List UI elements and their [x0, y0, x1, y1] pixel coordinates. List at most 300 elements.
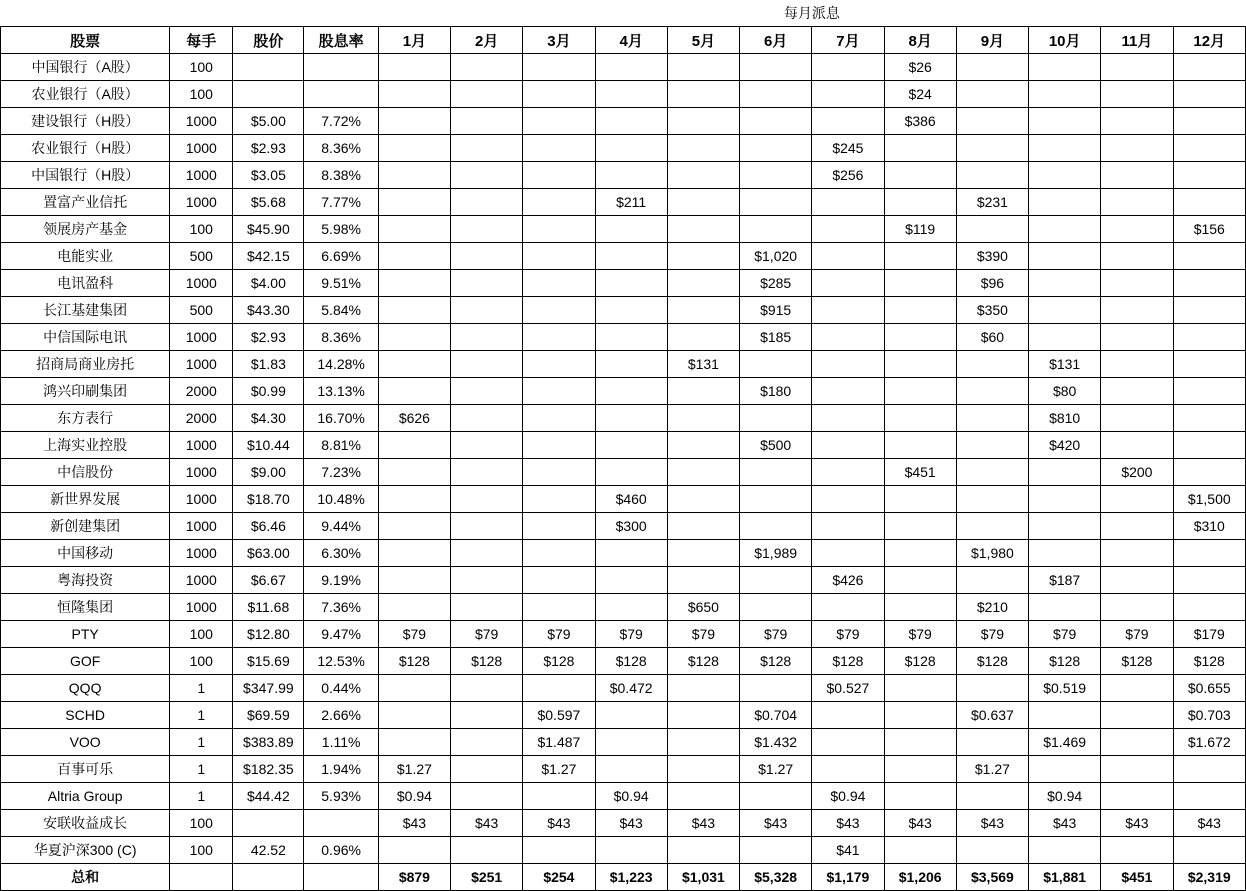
cell-month-9	[956, 432, 1028, 459]
cell-month-5	[667, 54, 739, 81]
cell-month-10	[1029, 837, 1101, 864]
total-month-11: $451	[1101, 864, 1173, 891]
cell-month-7	[812, 297, 884, 324]
cell-month-6	[740, 594, 812, 621]
cell-month-9	[956, 108, 1028, 135]
cell-month-7	[812, 486, 884, 513]
cell-stock-name: 新世界发展	[1, 486, 170, 513]
table-row	[1, 837, 1246, 864]
cell-month-5	[667, 567, 739, 594]
header-month-4: 4月	[595, 27, 667, 54]
cell-month-9	[956, 783, 1028, 810]
table-row	[1, 378, 1246, 405]
cell-lot-size: 500	[170, 243, 233, 270]
cell-month-11: $128	[1101, 648, 1173, 675]
cell-yield: 5.98%	[304, 216, 378, 243]
cell-month-6: $79	[740, 621, 812, 648]
cell-month-6	[740, 54, 812, 81]
cell-stock-name: 招商局商业房托	[1, 351, 170, 378]
total-month-4: $1,223	[595, 864, 667, 891]
cell-month-1	[378, 108, 450, 135]
cell-month-5	[667, 270, 739, 297]
cell-month-8	[884, 675, 956, 702]
cell-month-1	[378, 81, 450, 108]
cell-month-5	[667, 189, 739, 216]
cell-month-10	[1029, 702, 1101, 729]
cell-month-2: $128	[451, 648, 523, 675]
total-month-8: $1,206	[884, 864, 956, 891]
cell-month-1: $0.94	[378, 783, 450, 810]
cell-price	[233, 54, 304, 81]
cell-month-4	[595, 297, 667, 324]
cell-month-6: $1.432	[740, 729, 812, 756]
cell-month-9: $1,980	[956, 540, 1028, 567]
header-yield: 股息率	[304, 27, 378, 54]
cell-month-2	[451, 729, 523, 756]
cell-lot-size: 1	[170, 783, 233, 810]
cell-stock-name: 中信股份	[1, 459, 170, 486]
cell-month-4: $211	[595, 189, 667, 216]
cell-month-4: $300	[595, 513, 667, 540]
cell-stock-name: 农业银行（H股）	[1, 135, 170, 162]
cell-lot-size: 1000	[170, 459, 233, 486]
table-row	[1, 540, 1246, 567]
table-row	[1, 729, 1246, 756]
cell-lot-size: 100	[170, 54, 233, 81]
cell-month-9: $231	[956, 189, 1028, 216]
header-stock: 股票	[1, 27, 170, 54]
cell-month-9	[956, 675, 1028, 702]
cell-month-9: $350	[956, 297, 1028, 324]
cell-month-4	[595, 702, 667, 729]
total-month-7: $1,179	[812, 864, 884, 891]
cell-yield: 8.36%	[304, 324, 378, 351]
cell-stock-name: 中国移动	[1, 540, 170, 567]
cell-price	[233, 810, 304, 837]
cell-lot-size: 1000	[170, 594, 233, 621]
total-row	[1, 864, 1246, 891]
cell-month-3	[523, 270, 595, 297]
cell-month-7: $128	[812, 648, 884, 675]
cell-month-12: $310	[1173, 513, 1245, 540]
cell-month-1: $1.27	[378, 756, 450, 783]
cell-month-2	[451, 756, 523, 783]
cell-stock-name: 领展房产基金	[1, 216, 170, 243]
cell-month-3	[523, 135, 595, 162]
cell-lot-size: 1000	[170, 513, 233, 540]
cell-month-8	[884, 432, 956, 459]
cell-month-4	[595, 135, 667, 162]
cell-price: $6.67	[233, 567, 304, 594]
cell-month-10: $43	[1029, 810, 1101, 837]
cell-month-4	[595, 540, 667, 567]
cell-price: $4.30	[233, 405, 304, 432]
cell-month-9: $96	[956, 270, 1028, 297]
cell-month-12: $179	[1173, 621, 1245, 648]
cell-month-2	[451, 594, 523, 621]
cell-month-11	[1101, 162, 1173, 189]
cell-month-8	[884, 756, 956, 783]
cell-month-4	[595, 567, 667, 594]
cell-month-2	[451, 216, 523, 243]
cell-month-10	[1029, 459, 1101, 486]
table-row	[1, 81, 1246, 108]
cell-month-3: $1.27	[523, 756, 595, 783]
cell-price: $18.70	[233, 486, 304, 513]
cell-stock-name: 电讯盈科	[1, 270, 170, 297]
cell-month-1	[378, 243, 450, 270]
cell-month-6	[740, 162, 812, 189]
cell-month-11	[1101, 702, 1173, 729]
cell-month-2	[451, 837, 523, 864]
cell-month-10: $128	[1029, 648, 1101, 675]
header-month-7: 7月	[812, 27, 884, 54]
cell-month-8	[884, 594, 956, 621]
cell-month-7	[812, 351, 884, 378]
cell-month-12	[1173, 756, 1245, 783]
total-month-10: $1,881	[1029, 864, 1101, 891]
cell-month-11	[1101, 216, 1173, 243]
total-month-1: $879	[378, 864, 450, 891]
cell-month-3	[523, 378, 595, 405]
cell-month-2: $43	[451, 810, 523, 837]
cell-month-5	[667, 702, 739, 729]
cell-month-8	[884, 702, 956, 729]
cell-month-9: $1.27	[956, 756, 1028, 783]
cell-stock-name: 中国银行（H股）	[1, 162, 170, 189]
cell-stock-name: 中信国际电讯	[1, 324, 170, 351]
cell-month-11	[1101, 837, 1173, 864]
cell-month-9	[956, 135, 1028, 162]
cell-month-3	[523, 54, 595, 81]
cell-month-6	[740, 351, 812, 378]
cell-month-6: $185	[740, 324, 812, 351]
cell-lot-size: 1000	[170, 270, 233, 297]
table-row	[1, 351, 1246, 378]
cell-month-12	[1173, 405, 1245, 432]
cell-lot-size: 100	[170, 837, 233, 864]
cell-month-11	[1101, 378, 1173, 405]
cell-month-11: $79	[1101, 621, 1173, 648]
cell-month-8	[884, 540, 956, 567]
cell-month-9	[956, 405, 1028, 432]
cell-month-8	[884, 837, 956, 864]
cell-month-6	[740, 513, 812, 540]
cell-stock-name: 恒隆集团	[1, 594, 170, 621]
header-month-2: 2月	[451, 27, 523, 54]
header-row	[1, 27, 1246, 54]
cell-stock-name: 中国银行（A股）	[1, 54, 170, 81]
cell-lot-size: 1000	[170, 540, 233, 567]
cell-month-3	[523, 837, 595, 864]
cell-month-3: $79	[523, 621, 595, 648]
cell-month-11: $200	[1101, 459, 1173, 486]
cell-month-11	[1101, 783, 1173, 810]
cell-month-6	[740, 135, 812, 162]
cell-lot-size: 1000	[170, 324, 233, 351]
cell-month-1	[378, 513, 450, 540]
cell-month-8	[884, 486, 956, 513]
cell-month-2	[451, 432, 523, 459]
cell-month-12: $43	[1173, 810, 1245, 837]
cell-month-5	[667, 216, 739, 243]
table-row	[1, 783, 1246, 810]
cell-month-12	[1173, 837, 1245, 864]
cell-month-7	[812, 216, 884, 243]
cell-month-4: $79	[595, 621, 667, 648]
cell-yield: 5.84%	[304, 297, 378, 324]
cell-price: $44.42	[233, 783, 304, 810]
cell-month-7	[812, 108, 884, 135]
cell-month-8	[884, 567, 956, 594]
cell-month-7	[812, 189, 884, 216]
cell-month-9: $0.637	[956, 702, 1028, 729]
cell-month-10	[1029, 540, 1101, 567]
cell-month-7	[812, 756, 884, 783]
table-row	[1, 243, 1246, 270]
table-row	[1, 513, 1246, 540]
banner-title: 每月派息	[783, 5, 840, 21]
cell-month-11	[1101, 81, 1173, 108]
cell-month-11	[1101, 567, 1173, 594]
cell-month-1	[378, 594, 450, 621]
cell-month-8	[884, 243, 956, 270]
cell-month-5: $43	[667, 810, 739, 837]
total-yield	[304, 864, 378, 891]
cell-month-1	[378, 297, 450, 324]
cell-month-2	[451, 108, 523, 135]
cell-month-10	[1029, 108, 1101, 135]
cell-yield: 9.44%	[304, 513, 378, 540]
cell-month-5	[667, 378, 739, 405]
cell-price: $69.59	[233, 702, 304, 729]
cell-month-12: $0.703	[1173, 702, 1245, 729]
cell-yield: 5.93%	[304, 783, 378, 810]
cell-month-4	[595, 216, 667, 243]
cell-month-6	[740, 783, 812, 810]
cell-month-9	[956, 729, 1028, 756]
cell-month-5	[667, 243, 739, 270]
cell-month-3	[523, 459, 595, 486]
cell-price: $42.15	[233, 243, 304, 270]
cell-month-12: $0.655	[1173, 675, 1245, 702]
cell-yield: 10.48%	[304, 486, 378, 513]
cell-yield: 7.72%	[304, 108, 378, 135]
cell-month-3	[523, 108, 595, 135]
cell-month-10	[1029, 513, 1101, 540]
cell-month-12	[1173, 135, 1245, 162]
cell-month-9: $43	[956, 810, 1028, 837]
cell-price: $5.68	[233, 189, 304, 216]
cell-month-12	[1173, 540, 1245, 567]
cell-month-9: $128	[956, 648, 1028, 675]
cell-yield	[304, 54, 378, 81]
cell-month-3	[523, 351, 595, 378]
cell-month-2	[451, 189, 523, 216]
cell-month-4	[595, 459, 667, 486]
cell-price: $2.93	[233, 135, 304, 162]
table-row	[1, 756, 1246, 783]
cell-month-10: $420	[1029, 432, 1101, 459]
cell-month-3: $128	[523, 648, 595, 675]
cell-month-2	[451, 81, 523, 108]
cell-month-12	[1173, 783, 1245, 810]
table-row	[1, 405, 1246, 432]
cell-month-10: $80	[1029, 378, 1101, 405]
cell-month-7: $41	[812, 837, 884, 864]
cell-month-4: $128	[595, 648, 667, 675]
cell-yield: 9.47%	[304, 621, 378, 648]
cell-month-3	[523, 567, 595, 594]
cell-month-1	[378, 459, 450, 486]
cell-month-6: $915	[740, 297, 812, 324]
cell-lot-size: 2000	[170, 405, 233, 432]
cell-price: $2.93	[233, 324, 304, 351]
cell-price: $12.80	[233, 621, 304, 648]
cell-month-7	[812, 459, 884, 486]
cell-month-2	[451, 459, 523, 486]
cell-month-2	[451, 486, 523, 513]
table-row	[1, 486, 1246, 513]
cell-month-1	[378, 135, 450, 162]
cell-month-10	[1029, 594, 1101, 621]
cell-yield	[304, 810, 378, 837]
cell-lot-size: 100	[170, 621, 233, 648]
header-month-9: 9月	[956, 27, 1028, 54]
cell-month-11	[1101, 675, 1173, 702]
cell-lot-size: 1	[170, 756, 233, 783]
cell-month-10: $187	[1029, 567, 1101, 594]
cell-month-12: $128	[1173, 648, 1245, 675]
cell-month-7	[812, 729, 884, 756]
cell-month-7	[812, 54, 884, 81]
cell-month-12	[1173, 567, 1245, 594]
cell-month-12: $1,500	[1173, 486, 1245, 513]
cell-yield: 1.94%	[304, 756, 378, 783]
cell-month-5: $131	[667, 351, 739, 378]
cell-month-2	[451, 162, 523, 189]
cell-month-4: $0.94	[595, 783, 667, 810]
header-month-8: 8月	[884, 27, 956, 54]
cell-month-3: $43	[523, 810, 595, 837]
cell-month-3	[523, 594, 595, 621]
cell-lot-size: 1000	[170, 135, 233, 162]
header-month-11: 11月	[1101, 27, 1173, 54]
cell-month-6	[740, 837, 812, 864]
cell-month-1: $626	[378, 405, 450, 432]
cell-month-1	[378, 432, 450, 459]
cell-lot-size: 100	[170, 216, 233, 243]
cell-month-7	[812, 540, 884, 567]
cell-month-8	[884, 378, 956, 405]
cell-month-4	[595, 81, 667, 108]
cell-month-2	[451, 567, 523, 594]
cell-month-7	[812, 405, 884, 432]
cell-yield: 16.70%	[304, 405, 378, 432]
cell-month-12	[1173, 459, 1245, 486]
cell-month-9	[956, 54, 1028, 81]
cell-month-5: $79	[667, 621, 739, 648]
total-label: 总和	[1, 864, 170, 891]
cell-month-1: $43	[378, 810, 450, 837]
cell-month-9	[956, 351, 1028, 378]
cell-price: $6.46	[233, 513, 304, 540]
cell-month-4	[595, 162, 667, 189]
cell-month-3	[523, 216, 595, 243]
cell-month-1	[378, 837, 450, 864]
total-month-2: $251	[451, 864, 523, 891]
cell-price: $3.05	[233, 162, 304, 189]
cell-month-3	[523, 297, 595, 324]
cell-month-10	[1029, 189, 1101, 216]
cell-month-7	[812, 594, 884, 621]
cell-month-11	[1101, 351, 1173, 378]
cell-yield: 2.66%	[304, 702, 378, 729]
cell-yield	[304, 81, 378, 108]
cell-price: $383.89	[233, 729, 304, 756]
cell-price: $11.68	[233, 594, 304, 621]
cell-stock-name: 安联收益成长	[1, 810, 170, 837]
cell-month-2	[451, 783, 523, 810]
cell-month-1	[378, 216, 450, 243]
cell-month-11: $43	[1101, 810, 1173, 837]
cell-month-12	[1173, 378, 1245, 405]
cell-month-8: $386	[884, 108, 956, 135]
table-row	[1, 432, 1246, 459]
cell-month-4	[595, 378, 667, 405]
cell-month-12	[1173, 432, 1245, 459]
header-month-6: 6月	[740, 27, 812, 54]
cell-month-4	[595, 351, 667, 378]
cell-month-9	[956, 837, 1028, 864]
cell-month-11	[1101, 405, 1173, 432]
cell-month-5	[667, 297, 739, 324]
total-month-3: $254	[523, 864, 595, 891]
cell-month-3	[523, 162, 595, 189]
header-month-10: 10月	[1029, 27, 1101, 54]
cell-month-5: $650	[667, 594, 739, 621]
cell-month-6: $1,989	[740, 540, 812, 567]
cell-month-7: $245	[812, 135, 884, 162]
table-row	[1, 621, 1246, 648]
table-row	[1, 324, 1246, 351]
table-row	[1, 567, 1246, 594]
cell-month-12	[1173, 243, 1245, 270]
cell-month-6	[740, 675, 812, 702]
cell-lot-size: 1	[170, 729, 233, 756]
cell-month-8: $43	[884, 810, 956, 837]
header-lot: 每手	[170, 27, 233, 54]
cell-month-1	[378, 729, 450, 756]
cell-stock-name: 农业银行（A股）	[1, 81, 170, 108]
cell-month-11	[1101, 540, 1173, 567]
cell-month-2	[451, 54, 523, 81]
cell-price: $43.30	[233, 297, 304, 324]
cell-month-11	[1101, 324, 1173, 351]
cell-month-8: $128	[884, 648, 956, 675]
cell-stock-name: QQQ	[1, 675, 170, 702]
cell-month-5	[667, 837, 739, 864]
cell-month-12	[1173, 54, 1245, 81]
cell-month-4	[595, 756, 667, 783]
cell-price: 42.52	[233, 837, 304, 864]
cell-price: $4.00	[233, 270, 304, 297]
cell-month-1: $128	[378, 648, 450, 675]
cell-month-3	[523, 243, 595, 270]
cell-price: $9.00	[233, 459, 304, 486]
cell-month-10	[1029, 135, 1101, 162]
cell-month-10	[1029, 756, 1101, 783]
